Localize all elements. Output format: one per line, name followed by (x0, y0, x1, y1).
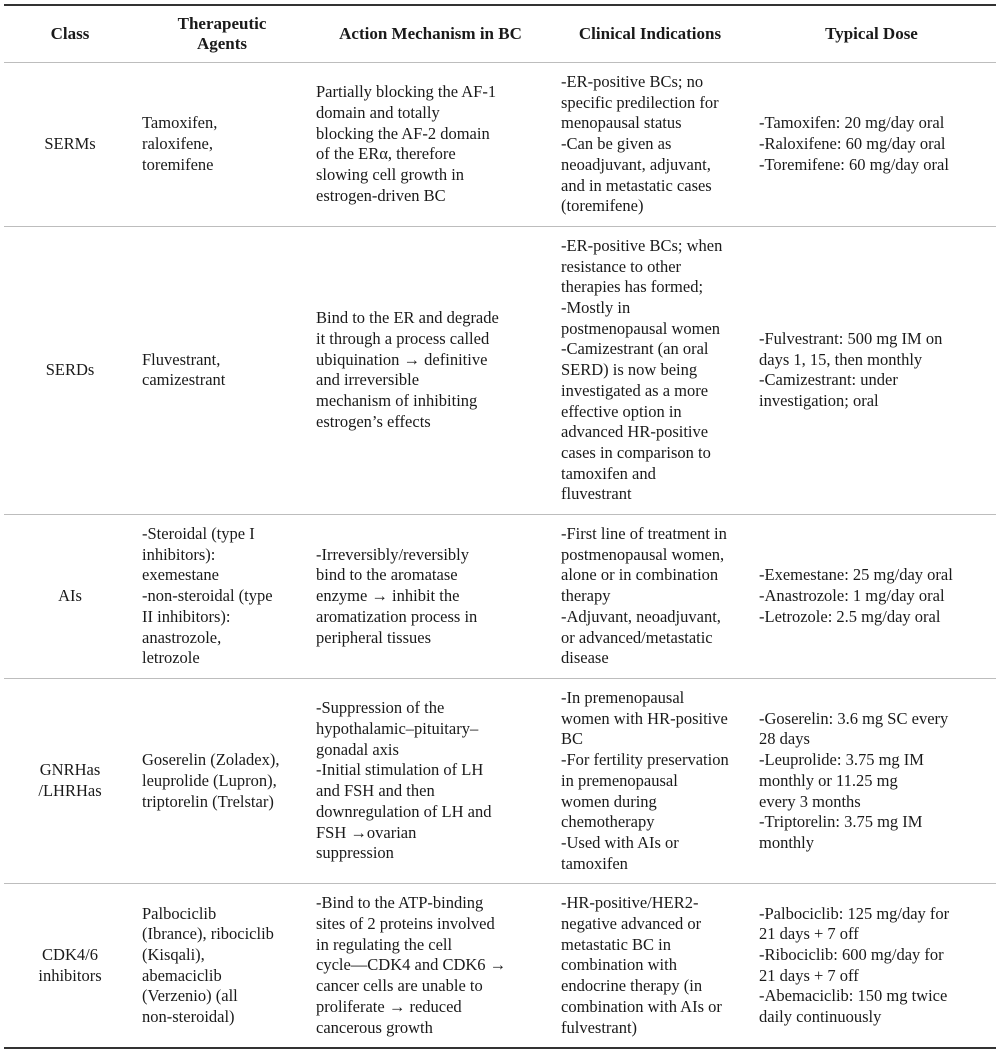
indications-line: specific predilection for (561, 92, 719, 112)
mechanism-line: cancer cells are unable to (316, 976, 483, 996)
indications-line: postmenopausal women (561, 318, 721, 338)
agents-line: -non-steroidal (type (142, 586, 273, 606)
mechanism-line: Partially blocking the AF-1 (316, 82, 497, 102)
indications-line: -For fertility preservation (561, 750, 729, 770)
agents-line: exemestane (142, 565, 219, 585)
indications-line: resistance to other (561, 256, 682, 276)
indications-cell (553, 226, 747, 514)
mechanism-line: downregulation of LH and (316, 801, 492, 821)
class-line: AIs (58, 586, 82, 606)
mechanism-line: enzyme → inhibit the (316, 586, 460, 606)
mechanism-line: suppression (316, 843, 394, 863)
header-therapeutic-agents-text: Therapeutic Agents (177, 14, 267, 53)
table-row (4, 63, 996, 227)
indications-line: tamoxifen (561, 853, 628, 873)
agents-line: letrozole (142, 648, 200, 668)
mechanism-cell (308, 884, 553, 1048)
header-clinical-indications: Clinical Indications (578, 24, 722, 43)
agents-line: triptorelin (Trelstar) (142, 791, 274, 811)
mechanism-cell (308, 63, 553, 227)
indications-line: combination with AIs or (561, 996, 722, 1016)
indications-line: BC (561, 729, 584, 749)
agents-cell (136, 884, 308, 1048)
indications-line: -HR-positive/HER2- (561, 893, 699, 913)
indications-line: SERD) is now being (561, 360, 698, 380)
indications-line: -Adjuvant, neoadjuvant, (561, 606, 721, 626)
dose-line: monthly (759, 832, 815, 852)
indications-line: investigated as a more (561, 380, 709, 400)
class-line: /LHRHas (38, 781, 102, 801)
agents-line: Tamoxifen, (142, 113, 218, 133)
endocrine-therapy-table (4, 4, 996, 1049)
header-action-mechanism: Action Mechanism in BC (339, 24, 522, 43)
indications-line: tamoxifen and (561, 463, 656, 483)
agents-line: -Steroidal (type I (142, 524, 255, 544)
dose-line: -Palbociclib: 125 mg/day for (759, 903, 950, 923)
indications-line: -In premenopausal (561, 687, 685, 707)
indications-cell (553, 63, 747, 227)
indications-line: -First line of treatment in (561, 524, 727, 544)
table-row (4, 678, 996, 883)
table-header-row (4, 5, 996, 63)
mechanism-line: of the ERα, therefore (316, 144, 456, 164)
mechanism-line: domain and totally (316, 103, 440, 123)
agents-line: (Kisqali), (142, 945, 205, 965)
agents-line: (Verzenio) (all (142, 986, 238, 1006)
indications-cell (553, 515, 747, 679)
indications-line: therapy (561, 586, 611, 606)
indications-line: neoadjuvant, adjuvant, (561, 154, 711, 174)
mechanism-line: -Initial stimulation of LH (316, 760, 484, 780)
mechanism-line: in regulating the cell (316, 934, 453, 954)
mechanism-line: mechanism of inhibiting (316, 391, 478, 411)
mechanism-line: and FSH and then (316, 781, 435, 801)
dose-line: 21 days + 7 off (759, 965, 859, 985)
indications-line: in premenopausal (561, 770, 678, 790)
dose-line: 28 days (759, 729, 810, 749)
indications-line: disease (561, 648, 609, 668)
dose-line: -Goserelin: 3.6 mg SC every (759, 708, 949, 728)
agents-line: (Ibrance), ribociclib (142, 924, 274, 944)
class-cell (4, 515, 136, 679)
dose-line: -Tamoxifen: 20 mg/day oral (759, 113, 945, 133)
agents-cell (136, 63, 308, 227)
class-cell (4, 884, 136, 1048)
agents-cell (136, 226, 308, 514)
dose-cell (747, 884, 996, 1048)
indications-line: metastatic BC in (561, 934, 671, 954)
dose-line: daily continuously (759, 1007, 882, 1027)
class-line: inhibitors (38, 965, 102, 985)
mechanism-cell (308, 515, 553, 679)
agents-line: anastrozole, (142, 627, 222, 647)
mechanism-line: gonadal axis (316, 739, 399, 759)
indications-line: fulvestrant) (561, 1017, 638, 1037)
class-cell (4, 63, 136, 227)
mechanism-line: blocking the AF-2 domain (316, 123, 490, 143)
dose-line: -Abemaciclib: 150 mg twice (759, 986, 948, 1006)
dose-line: every 3 months (759, 791, 861, 811)
indications-line: combination with (561, 955, 677, 975)
dose-cell (747, 515, 996, 679)
indications-line: (toremifene) (561, 196, 644, 216)
indications-line: and in metastatic cases (561, 175, 712, 195)
class-line: SERMs (44, 134, 96, 154)
agents-line: leuprolide (Lupron), (142, 770, 277, 790)
indications-line: fluvestrant (561, 484, 632, 504)
indications-line: -ER-positive BCs; no (561, 72, 704, 91)
mechanism-line: proliferate → reduced (316, 996, 462, 1016)
indications-line: chemotherapy (561, 812, 655, 832)
mechanism-cell (308, 678, 553, 883)
class-cell (4, 678, 136, 883)
agents-line: camizestrant (142, 370, 226, 390)
indications-line: menopausal status (561, 113, 682, 133)
dose-line: -Exemestane: 25 mg/day oral (759, 565, 953, 585)
class-line: CDK4/6 (42, 945, 98, 965)
indications-line: -ER-positive BCs; when (561, 235, 723, 255)
mechanism-line: peripheral tissues (316, 627, 432, 647)
class-cell (4, 226, 136, 514)
indications-line: -Can be given as (561, 134, 672, 154)
dose-line: -Raloxifene: 60 mg/day oral (759, 134, 946, 154)
mechanism-line: and irreversible (316, 370, 420, 390)
table-row (4, 226, 996, 514)
mechanism-line: FSH →ovarian (316, 822, 417, 842)
indications-line: -Camizestrant (an oral (561, 339, 709, 359)
mechanism-line: cancerous growth (316, 1017, 433, 1037)
dose-line: -Letrozole: 2.5 mg/day oral (759, 606, 941, 626)
mechanism-line: hypothalamic–pituitary– (316, 719, 479, 739)
indications-cell (553, 678, 747, 883)
header-class: Class (50, 24, 90, 43)
mechanism-line: aromatization process in (316, 606, 478, 626)
table-body (4, 63, 996, 1049)
dose-line: -Leuprolide: 3.75 mg IM (759, 750, 924, 770)
mechanism-line: bind to the aromatase (316, 565, 458, 585)
indications-line: women during (561, 791, 657, 811)
indications-line: alone or in combination (561, 565, 719, 585)
class-line: SERDs (45, 360, 95, 380)
drug-table-container (4, 4, 996, 1049)
agents-line: non-steroidal) (142, 1007, 235, 1027)
mechanism-line: ubiquination → definitive (316, 349, 488, 369)
dose-cell (747, 63, 996, 227)
agents-line: inhibitors): (142, 544, 216, 564)
agents-line: Fluvestrant, (142, 349, 221, 369)
agents-line: Goserelin (Zoladex), (142, 750, 280, 770)
agents-cell (136, 678, 308, 883)
class-line: GNRHas (39, 760, 101, 780)
indications-line: advanced HR-positive (561, 422, 709, 442)
agents-line: abemaciclib (142, 965, 222, 985)
indications-line: effective option in (561, 401, 682, 421)
header-typical-dose: Typical Dose (825, 24, 918, 43)
indications-line: therapies has formed; (561, 277, 704, 297)
indications-line: postmenopausal women, (561, 544, 725, 564)
agents-line: toremifene (142, 154, 214, 174)
mechanism-cell (308, 226, 553, 514)
mechanism-line: cycle—CDK4 and CDK6 → (316, 955, 507, 975)
indications-line: negative advanced or (561, 914, 702, 934)
mechanism-line: -Suppression of the (316, 698, 445, 718)
mechanism-line: sites of 2 proteins involved (316, 914, 495, 934)
agents-line: raloxifene, (142, 134, 214, 154)
dose-line: -Triptorelin: 3.75 mg IM (759, 812, 923, 832)
indications-line: women with HR-positive (561, 708, 728, 728)
indications-cell (553, 884, 747, 1048)
dose-cell (747, 678, 996, 883)
agents-line: II inhibitors): (142, 606, 231, 626)
dose-line: days 1, 15, then monthly (759, 349, 923, 369)
indications-line: endocrine therapy (in (561, 976, 703, 996)
dose-line: -Camizestrant: under (759, 370, 898, 390)
indications-line: cases in comparison to (561, 442, 711, 462)
agents-line: Palbociclib (142, 903, 217, 923)
indications-line: or advanced/metastatic (561, 627, 713, 647)
dose-line: monthly or 11.25 mg (759, 770, 898, 790)
mechanism-line: estrogen’s effects (316, 411, 431, 431)
dose-line: -Ribociclib: 600 mg/day for (759, 945, 944, 965)
mechanism-line: -Bind to the ATP-binding (316, 893, 484, 913)
dose-line: investigation; oral (759, 391, 879, 411)
dose-cell (747, 226, 996, 514)
dose-line: -Fulvestrant: 500 mg IM on (759, 329, 943, 349)
agents-cell (136, 515, 308, 679)
dose-line: -Toremifene: 60 mg/day oral (759, 154, 949, 174)
indications-line: -Used with AIs or (561, 832, 679, 852)
table-row (4, 515, 996, 679)
dose-line: 21 days + 7 off (759, 924, 859, 944)
mechanism-line: estrogen-driven BC (316, 185, 446, 205)
mechanism-line: slowing cell growth in (316, 165, 465, 185)
indications-line: -Mostly in (561, 298, 631, 318)
mechanism-line: -Irreversibly/reversibly (316, 544, 470, 564)
mechanism-line: Bind to the ER and degrade (316, 308, 499, 328)
mechanism-line: it through a process called (316, 329, 490, 349)
header-therapeutic-agents (136, 5, 308, 63)
dose-line: -Anastrozole: 1 mg/day oral (759, 586, 945, 606)
table-row (4, 884, 996, 1048)
